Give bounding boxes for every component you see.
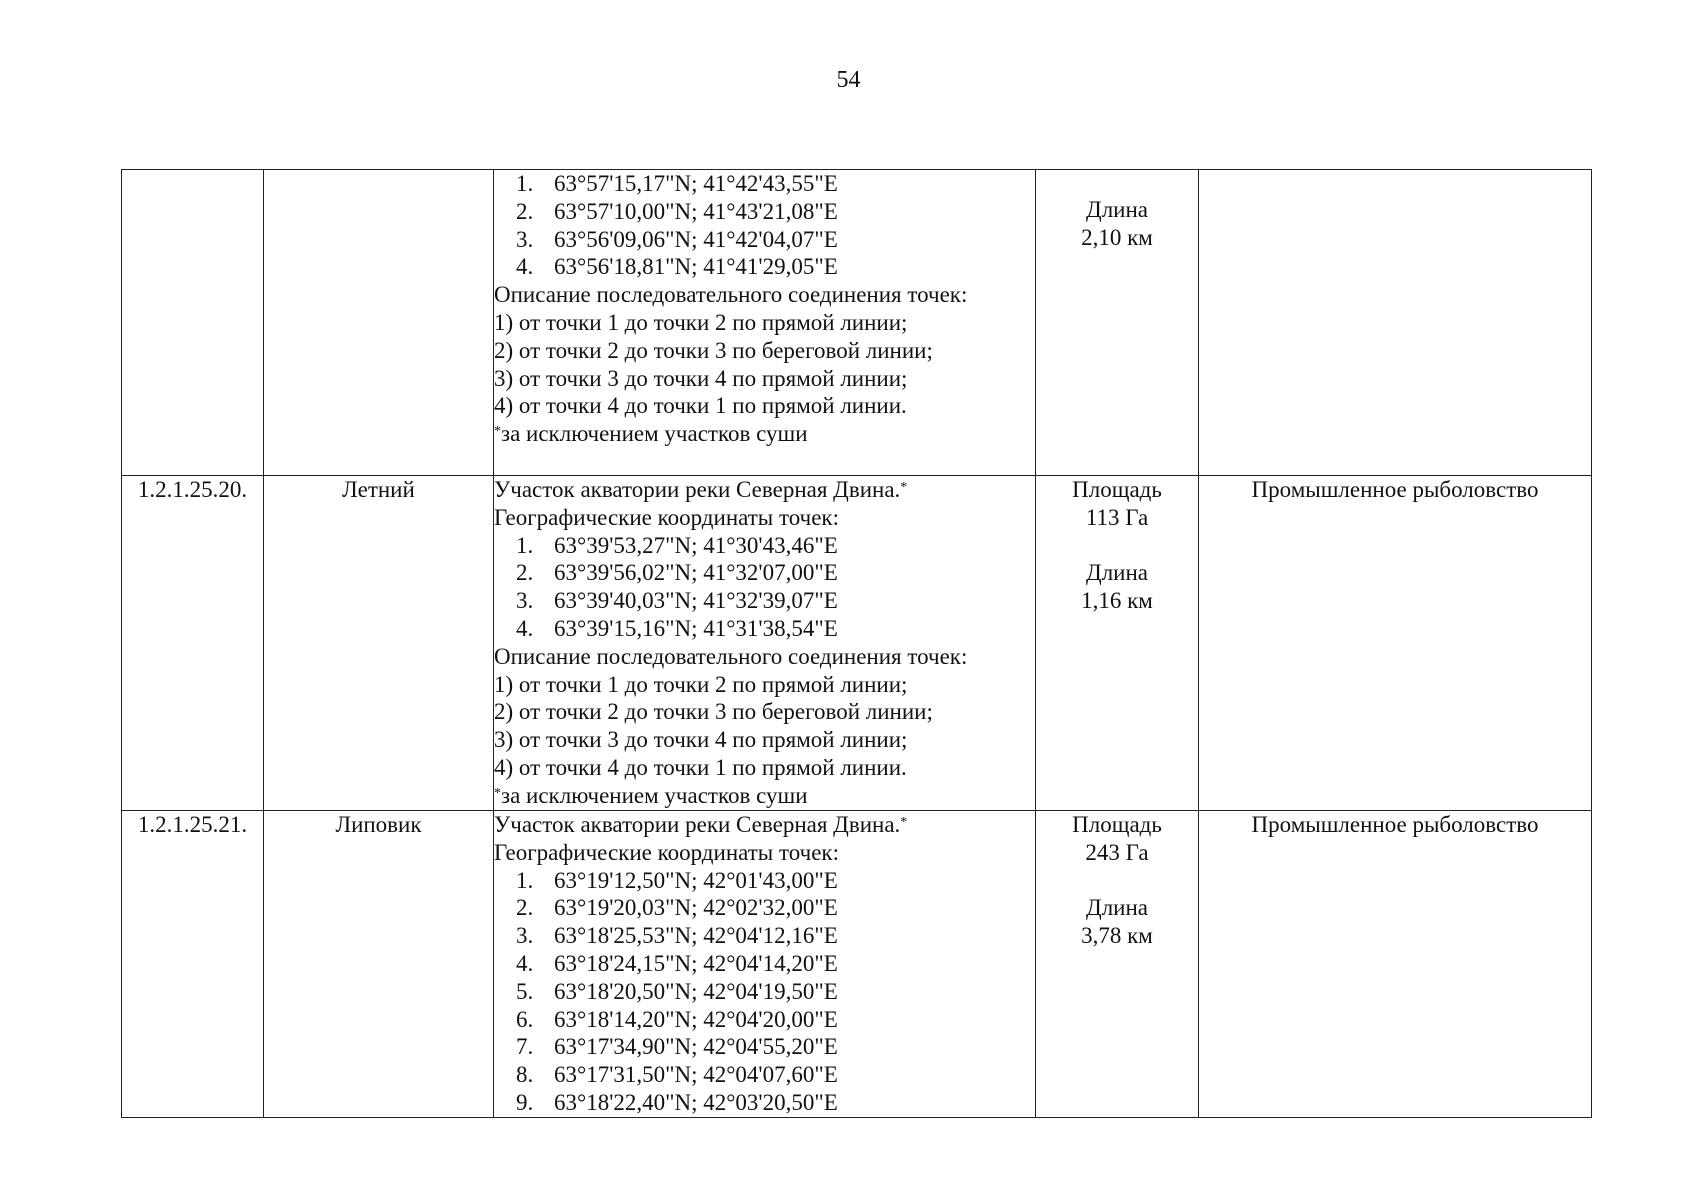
area-header: Участок акватории реки Северная Двина.* (494, 812, 908, 837)
area-description-cell (494, 476, 1036, 811)
area-label: Площадь (1072, 477, 1162, 502)
area-measure-cell (1036, 476, 1199, 811)
area-name-cell: Липовик (264, 811, 494, 1118)
length-value: 2,10 км (1081, 224, 1153, 250)
coordinate-point: 1. 63°19'12,50"N; 42°01'43,00"E (516, 867, 838, 893)
fishing-areas-table (121, 169, 1592, 1118)
usage-cell: Промышленное рыболовство (1199, 476, 1592, 811)
connection-item: 3) от точки 3 до точки 4 по прямой линии; (494, 727, 908, 753)
area-code-cell: 1.2.1.25.20. (122, 476, 264, 811)
coordinate-point: 2. 63°57'10,00"N; 41°43'21,08"E (516, 198, 838, 224)
coordinate-point: 4. 63°56'18,81"N; 41°41'29,05"E (516, 254, 838, 280)
coordinate-point: 6. 63°18'14,20"N; 42°04'20,00"E (516, 1006, 838, 1032)
coordinate-point: 1. 63°39'53,27"N; 41°30'43,46"E (516, 532, 838, 558)
area-description-cell (494, 811, 1036, 1118)
table-row (122, 811, 1592, 1118)
coordinate-point: 2. 63°39'56,02"N; 41°32'07,00"E (516, 560, 838, 586)
table-row (122, 476, 1592, 811)
area-value: 243 Га (1085, 839, 1149, 865)
coordinate-point: 3. 63°39'40,03"N; 41°32'39,07"E (516, 588, 838, 614)
coordinates-label: Географические координаты точек: (494, 504, 839, 530)
area-code-cell: 1.2.1.25.21. (122, 811, 264, 1118)
connection-item: 2) от точки 2 до точки 3 по береговой линии; (494, 337, 933, 363)
connection-item: 3) от точки 3 до точки 4 по прямой линии; (494, 365, 908, 391)
area-header: Участок акватории реки Северная Двина.* (494, 477, 908, 502)
table-row (122, 170, 1592, 476)
length-label: Длина (1086, 197, 1148, 222)
coordinate-point: 3. 63°18'25,53"N; 42°04'12,16"E (516, 923, 838, 949)
length-value: 1,16 км (1081, 588, 1153, 614)
area-measure-cell (1036, 811, 1199, 1118)
area-name-cell: Летний (264, 476, 494, 811)
coordinate-point: 7. 63°17'34,90"N; 42°04'55,20"E (516, 1034, 838, 1060)
coordinate-point: 4. 63°39'15,16"N; 41°31'38,54"E (516, 615, 838, 641)
connection-item: 1) от точки 1 до точки 2 по прямой линии; (494, 309, 908, 335)
coordinate-point: 8. 63°17'31,50"N; 42°04'07,60"E (516, 1062, 838, 1088)
page-number: 54 (836, 67, 861, 93)
area-label: Площадь (1072, 812, 1162, 837)
area-measure-cell (1036, 170, 1199, 476)
area-name-cell (264, 170, 494, 476)
footnote: *за исключением участков суши (494, 421, 808, 447)
connection-item: 4) от точки 4 до точки 1 по прямой линии. (494, 754, 907, 780)
area-description-cell (494, 170, 1036, 476)
connections-label: Описание последовательного соединения точек: (494, 282, 968, 308)
coordinate-point: 5. 63°18'20,50"N; 42°04'19,50"E (516, 978, 838, 1004)
area-code-cell (122, 170, 264, 476)
length-label: Длина (1086, 895, 1148, 921)
coordinate-point: 2. 63°19'20,03"N; 42°02'32,00"E (516, 895, 838, 921)
connection-item: 2) от точки 2 до точки 3 по береговой линии; (494, 699, 933, 725)
area-value: 113 Га (1085, 504, 1149, 530)
coordinate-point: 3. 63°56'09,06"N; 41°42'04,07"E (516, 226, 838, 252)
usage-cell: Промышленное рыболовство (1199, 811, 1592, 1118)
coordinate-point: 1. 63°57'15,17"N; 41°42'43,55"E (516, 171, 838, 196)
coordinate-point: 4. 63°18'24,15"N; 42°04'14,20"E (516, 950, 838, 976)
length-label: Длина (1086, 560, 1148, 586)
coordinates-label: Географические координаты точек: (494, 839, 839, 865)
connection-item: 4) от точки 4 до точки 1 по прямой линии. (494, 393, 907, 419)
length-value: 3,78 км (1081, 923, 1153, 949)
footnote: *за исключением участков суши (494, 782, 808, 808)
connection-item: 1) от точки 1 до точки 2 по прямой линии; (494, 671, 908, 697)
coordinate-point: 9. 63°18'22,40"N; 42°03'20,50"E (516, 1089, 838, 1115)
connections-label: Описание последовательного соединения точек: (494, 643, 968, 669)
usage-cell (1199, 170, 1592, 476)
